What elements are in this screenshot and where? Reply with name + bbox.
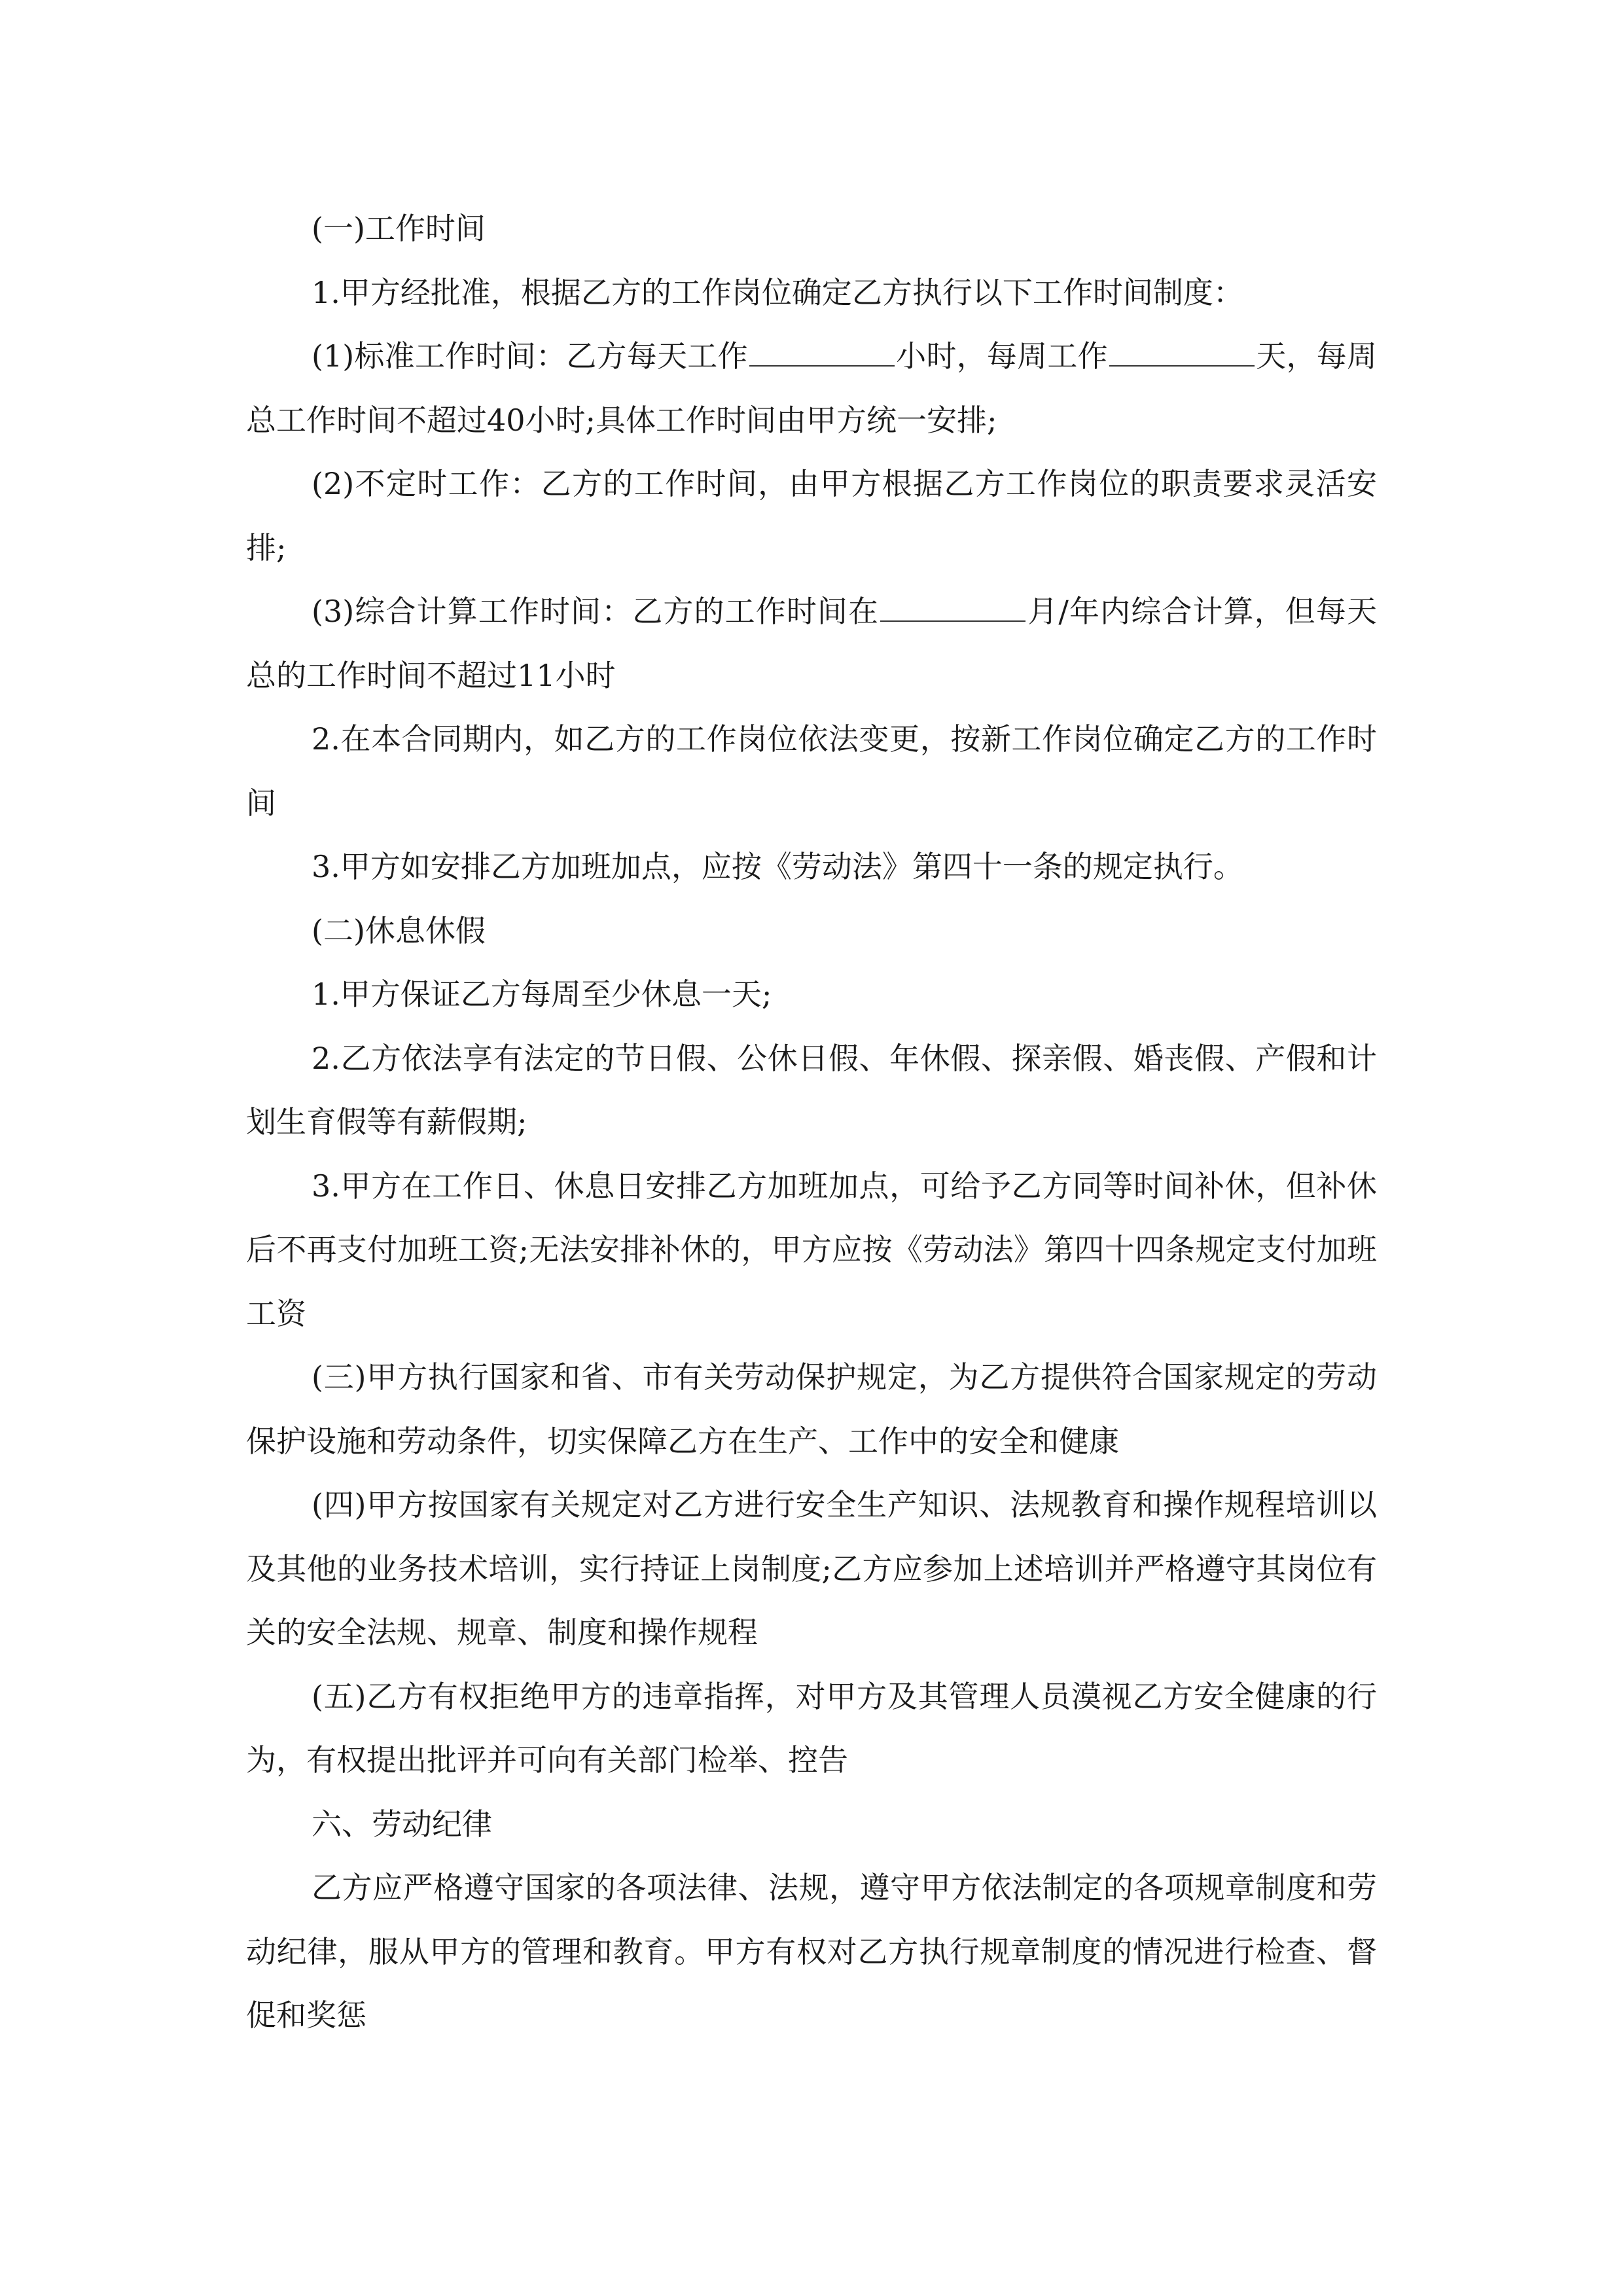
clause-text: 天，每周总工作时间不超过40小时;具体工作时间由甲方统一安排; (246, 338, 1378, 438)
clause-overtime: 3.甲方如安排乙方加班加点，应按《劳动法》第四十一条的规定执行。 (312, 849, 1243, 884)
clause-paid-leave: 2.乙方依法享有法定的节日假、公休日假、年休假、探亲假、婚丧假、产假和计划生育假等有薪假期; (246, 1040, 1377, 1139)
fill-blank-weekly-days (1109, 335, 1255, 367)
clause-flexible-hours: (2)不定时工作：乙方的工作时间，由甲方根据乙方工作岗位的职责要求灵活安排; (246, 466, 1377, 565)
clause-right-to-refuse: (五)乙方有权拒绝甲方的违章指挥，对甲方及其管理人员漠视乙方安全健康的行为，有权提出批评并可向有关部门检举、控告 (246, 1678, 1377, 1778)
clause-text: 月/年内综合计算，但每天总的工作时间不超过11小时 (246, 594, 1377, 693)
clause-text: 小时，每周工作 (895, 338, 1108, 374)
clause-standard-hours (246, 325, 1377, 452)
section-heading-work-time: (一)工作时间 (312, 211, 486, 246)
clause-comprehensive-hours (246, 580, 1377, 708)
fill-blank-daily-hours (749, 335, 895, 367)
fill-blank-period (880, 590, 1026, 622)
section-heading-rest-leave: (二)休息休假 (312, 912, 486, 948)
clause-position-change: 2.在本合同期内，如乙方的工作岗位依法变更，按新工作岗位确定乙方的工作时间 (246, 721, 1377, 821)
clause-safety-training: (四)甲方按国家有关规定对乙方进行安全生产知识、法规教育和操作规程培训以及其他的业务技术培训，实行持证上岗制度;乙方应参加上述培训并严格遵守其岗位有关的安全法规、规章、制度和操作规程 (246, 1487, 1377, 1650)
clause-labor-protection: (三)甲方执行国家和省、市有关劳动保护规定，为乙方提供符合国家规定的劳动保护设施和劳动条件，切实保障乙方在生产、工作中的安全和健康 (246, 1359, 1377, 1459)
clause-work-time-system: 1.甲方经批准，根据乙方的工作岗位确定乙方执行以下工作时间制度： (312, 274, 1243, 310)
document-body (246, 197, 1377, 2048)
clause-discipline-rules: 乙方应严格遵守国家的各项法律、法规，遵守甲方依法制定的各项规章制度和劳动纪律，服从甲方的管理和教育。甲方有权对乙方执行规章制度的情况进行检查、督促和奖惩 (246, 1870, 1377, 2033)
section-heading-labor-discipline: 六、劳动纪律 (312, 1806, 492, 1842)
clause-text: (3)综合计算工作时间：乙方的工作时间在 (312, 594, 880, 629)
clause-compensatory-leave: 3.甲方在工作日、休息日安排乙方加班加点，可给予乙方同等时间补休，但补休后不再支付加班工资;无法安排补休的，甲方应按《劳动法》第四十四条规定支付加班工资 (246, 1168, 1377, 1331)
clause-text: (1)标准工作时间：乙方每天工作 (312, 338, 748, 374)
clause-weekly-rest: 1.甲方保证乙方每周至少休息一天; (312, 977, 772, 1012)
